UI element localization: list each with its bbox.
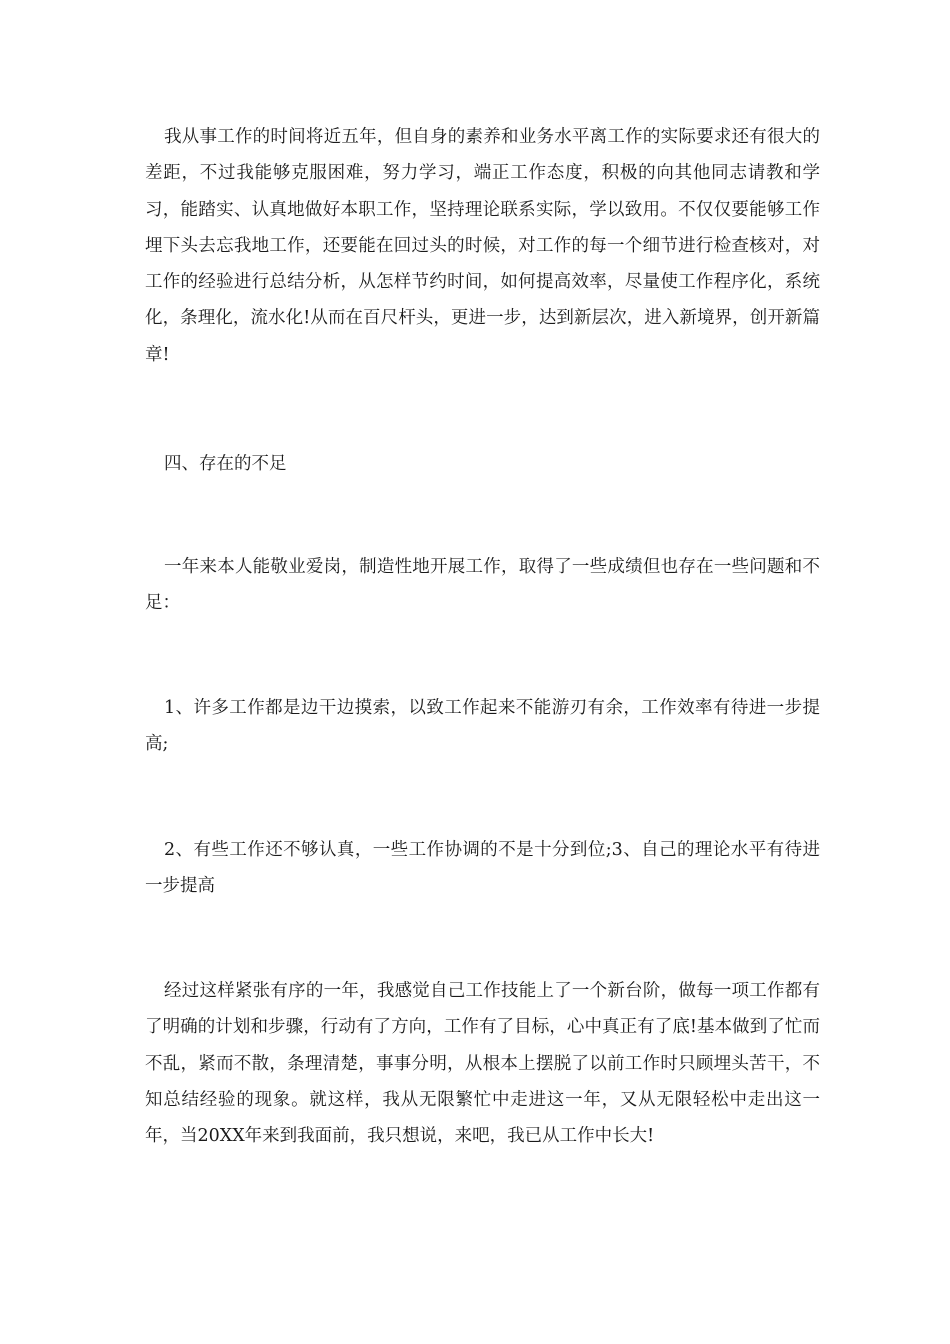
paragraph-work-experience: 我从事工作的时间将近五年，但自身的素养和业务水平离工作的实际要求还有很大的差距，不过我能够克服困难，努力学习，端正工作态度，积极的向其他同志请教和学习，能踏实、认真地做好本职工作，坚持理论联系实际，学以致用。不仅仅要能够工作埋下头去忘我地工作，还要能在回过头的时候，对工作的每一个细节进行检查核对，对工作的经验进行总结分析，从怎样节约时间，如何提高效率，尽量使工作程序化，系统化，条理化，流水化!从而在百尺杆头，更进一步，达到新层次，进入新境界，创开新篇章! [145,127,820,365]
list-item-shortcoming-2: 2、有些工作还不够认真，一些工作协调的不是十分到位;3、自己的理论水平有待进一步提高 [145,840,820,897]
paragraph-shortcomings-intro: 一年来本人能敬业爱岗，制造性地开展工作，取得了一些成绩但也存在一些问题和不足： [145,557,820,614]
section-heading-shortcomings: 四、存在的不足 [164,454,287,474]
paragraph-conclusion: 经过这样紧张有序的一年，我感觉自己工作技能上了一个新台阶，做每一项工作都有了明确的计划和步骤，行动有了方向，工作有了目标，心中真正有了底!基本做到了忙而不乱，紧而不散，条理清楚，事事分明，从根本上摆脱了以前工作时只顾埋头苦干，不知总结经验的现象。就这样，我从无限繁忙中走进这一年，又从无限轻松中走出这一年，当20XX年来到我面前，我只想说，来吧，我已从工作中长大! [145,981,820,1147]
list-item-shortcoming-1: 1、许多工作都是边干边摸索，以致工作起来不能游刃有余，工作效率有待进一步提高; [145,698,820,755]
